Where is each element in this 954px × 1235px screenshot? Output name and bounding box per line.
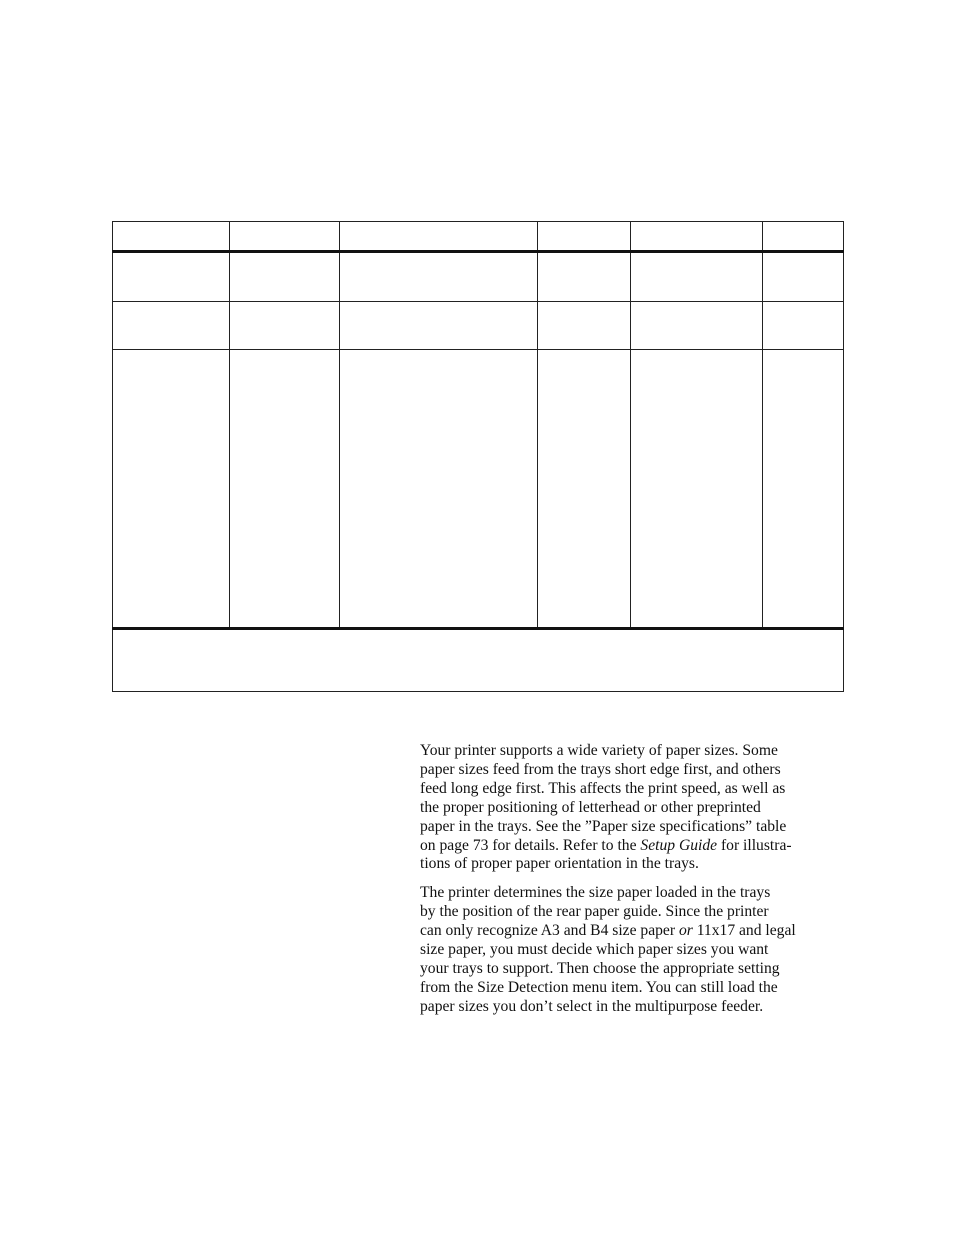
body-text [420, 742, 840, 1027]
table-cell [340, 350, 538, 629]
text-line [420, 903, 840, 922]
table-row [113, 302, 844, 350]
text-line [420, 780, 840, 799]
text-run: paper sizes you don’t select in the multipurpose feeder. [420, 997, 764, 1015]
table-header-row [113, 222, 844, 252]
table-header-cell [538, 222, 631, 252]
table-header-cell [763, 222, 844, 252]
body-paragraph [420, 884, 840, 1016]
text-line [420, 818, 840, 837]
table-cell [631, 252, 763, 302]
text-line [420, 837, 840, 856]
paper-table [112, 221, 844, 692]
table-cell [113, 252, 230, 302]
table-cell [230, 252, 340, 302]
text-run: by the position of the rear paper guide. Since the printer [420, 903, 769, 921]
text-run: size paper, you must decide which paper sizes you want [420, 941, 769, 959]
table-header-cell [340, 222, 538, 252]
table-cell [538, 302, 631, 350]
text-run: the proper positioning of letterhead or other preprinted [420, 798, 761, 816]
table-row [113, 350, 844, 629]
table-cell [230, 302, 340, 350]
table-cell [631, 350, 763, 629]
table-cell [340, 252, 538, 302]
table-footnote-row [113, 629, 844, 692]
text-run: The printer determines the size paper loaded in the trays [420, 884, 771, 902]
table-header-cell [631, 222, 763, 252]
table-cell [763, 302, 844, 350]
text-line [420, 742, 840, 761]
text-line [420, 855, 840, 874]
text-line [420, 998, 840, 1017]
text-run: on page 73 for details. Refer to the [420, 836, 641, 854]
table-header-cell [230, 222, 340, 252]
text-run: 11x17 and legal [692, 922, 796, 940]
text-run: can only recognize A3 and B4 size paper [420, 922, 679, 940]
text-run: paper sizes feed from the trays short edge first, and others [420, 760, 781, 778]
italic-text: or [678, 922, 693, 940]
table-cell [113, 350, 230, 629]
text-run: from the Size Detection menu item. You can still load the [420, 978, 778, 996]
italic-text: Setup Guide [640, 836, 718, 854]
text-run: paper in the trays. See the ”Paper size specifications” table [420, 817, 787, 835]
table-cell [631, 302, 763, 350]
table-cell [538, 252, 631, 302]
table-cell [230, 350, 340, 629]
table-cell [340, 302, 538, 350]
text-line [420, 922, 840, 941]
text-line [420, 761, 840, 780]
text-line [420, 979, 840, 998]
text-line [420, 799, 840, 818]
text-line [420, 941, 840, 960]
table-cell [538, 350, 631, 629]
text-line [420, 960, 840, 979]
text-line [420, 884, 840, 903]
table-cell [763, 350, 844, 629]
table-cell [113, 302, 230, 350]
text-run: your trays to support. Then choose the appropriate setting [420, 959, 780, 977]
text-run: feed long edge first. This affects the print speed, as well as [420, 779, 786, 797]
text-run: Your printer supports a wide variety of paper sizes. Some [420, 742, 778, 759]
table-header-cell [113, 222, 230, 252]
body-paragraph [420, 742, 840, 874]
table-row [113, 252, 844, 302]
table-footnote-cell [113, 629, 844, 692]
text-run: for illustra- [717, 836, 792, 854]
table-cell [763, 252, 844, 302]
text-run: tions of proper paper orientation in the trays. [420, 855, 699, 873]
